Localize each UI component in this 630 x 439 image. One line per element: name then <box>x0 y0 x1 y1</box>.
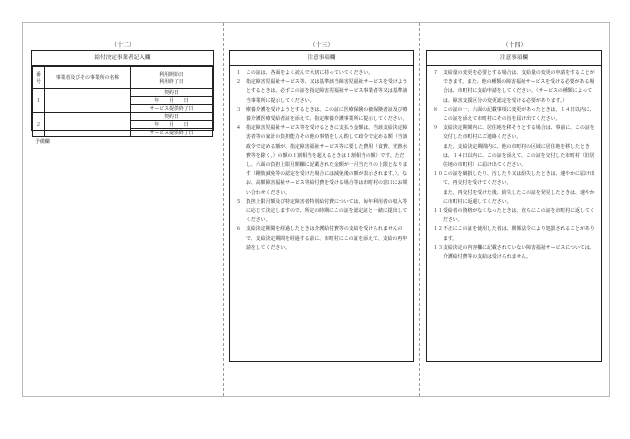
note-text: この証の一、六面の記載事項に変更があったときは、１４日以内に、この証を添えて市町村にその旨を届け出てください。 <box>443 106 595 123</box>
panel-number: （十三） <box>309 42 334 49</box>
note-text: 不正にこの証を使用した者は、関係法令により処罰されることがあります。 <box>443 226 595 242</box>
note-item <box>433 189 596 207</box>
row-no: １ <box>33 89 45 113</box>
contract-date-label: 契約日 <box>131 89 213 97</box>
note-number: １３ <box>433 244 443 251</box>
document-sheet <box>22 22 610 397</box>
note-number <box>433 143 443 171</box>
note-item <box>433 124 596 142</box>
date-field[interactable]: 年 月 日 <box>131 121 213 129</box>
note-number: ９ <box>433 125 438 132</box>
note-text: この証を破損したり、汚したり又は紛失したときは、速やかに届け出て、再交付を受けてください。 <box>443 171 595 187</box>
note-number: ８ <box>433 106 438 113</box>
note-item <box>236 124 408 198</box>
note-number: １０ <box>433 171 443 178</box>
header-end: 利用終了日 <box>159 78 184 85</box>
note-number: １２ <box>433 226 443 233</box>
note-number: ５ <box>236 198 241 205</box>
note-text: 療養介護を受けようとするときは、この証に医療保険の被保険者証及び療養介護医療受給者証を添えて、指定療養介護事業所に提示してください。 <box>246 106 408 123</box>
note-item <box>236 225 408 253</box>
note-item <box>433 69 596 106</box>
header-no: 番号 <box>33 67 45 89</box>
note-text: 指定障害児福祉サービス等、又は基準該当障害児福祉サービスを受けようとするときは、必ずこの証を指定障害児福祉サービス事業者等又は基準該当事業所に提示してください。 <box>246 79 408 104</box>
note-number: ６ <box>236 226 241 233</box>
row-no: ２ <box>33 113 45 137</box>
note-number <box>433 189 443 207</box>
note-number: ２ <box>236 79 241 86</box>
note-text: 支給量の変更を必要とする場合は、支給量の変更の申請をすることができます。また、他の種類の障害福祉サービスを受ける必要がある場合は、市町村に支給申請をしてください。（サービスの種類によっては、障害支援区分の変更認定を受ける必要があります。） <box>443 70 595 104</box>
table-row <box>33 89 213 97</box>
note-item <box>433 244 596 262</box>
box-title: 注意事項欄 <box>427 51 601 66</box>
panel-12 <box>23 23 223 396</box>
note-item <box>236 106 408 124</box>
panel-number: （十二） <box>110 42 135 49</box>
panel-13 <box>224 23 419 396</box>
service-end-label: サービス提供終了日 <box>131 129 213 137</box>
provider-name-cell[interactable] <box>45 89 131 113</box>
note-text: また、再交付を受けた後、紛失したこの証を発見したときは、速やかに市町村に返還してください。 <box>443 189 595 205</box>
notes-box <box>229 50 414 362</box>
note-item <box>433 106 596 124</box>
note-item <box>433 225 596 243</box>
note-text: 受給者の資格がなくなったときは、直ちにこの証を市町村に返してください。 <box>443 208 595 224</box>
note-number: １１ <box>433 208 443 215</box>
note-text: 負担上限月額及び特定障害者特別給付費については、毎年利用者の収入等に応じて決定しますので、所定の時期にこの証を認定証と一緒に提出してください。 <box>246 198 408 224</box>
note-text: この証は、各面をよく読んで大切に持っていてください。 <box>246 70 374 76</box>
note-item <box>433 170 596 188</box>
note-item <box>236 198 408 226</box>
note-number: ４ <box>236 125 241 132</box>
recipient-provider-box <box>31 50 214 145</box>
box-title: 注意事項欄 <box>230 51 413 66</box>
note-item <box>236 69 408 78</box>
header-start: 利用開始日 <box>159 71 184 78</box>
table-header-row <box>33 67 213 89</box>
note-text: また、支給決定期間内に、他の市町村の区域に居住地を移したときは、１４日以内に、この証を添えて、この証を交付した市町村（旧居住地の市町村）に届け出てください。 <box>443 143 595 169</box>
note-item <box>433 207 596 225</box>
contract-date-label: 契約日 <box>131 113 213 121</box>
header-provider: 事業者及びその事業所の名称 <box>45 67 131 89</box>
note-item <box>433 143 596 171</box>
date-field[interactable]: 年 月 日 <box>131 97 213 105</box>
notes-list <box>230 66 413 255</box>
provider-table <box>32 66 213 137</box>
note-text: 支給決定期間を経過したときは介護給付費等の支給を受けられませんので、支給決定期間を経過する前に、市町村にこの証を添えて、支給の再申請をしてください。 <box>246 226 408 251</box>
note-text: 支給決定期間内に、居住地を移そうとする場合は、事前に、この証を交付した市町村にご連絡ください。 <box>443 125 595 141</box>
note-text: 支給決定の内容欄に記載されていない障害福祉サービスについては、介護給付費等の支給は受けられません。 <box>443 244 595 261</box>
header-dates <box>131 67 213 89</box>
note-number: １ <box>236 70 241 76</box>
panel-number: （十四） <box>502 42 527 49</box>
note-number: ３ <box>236 106 241 113</box>
note-number: ７ <box>433 70 438 76</box>
box-title: 給付決定事業者記入欄 <box>32 51 213 66</box>
notes-list <box>427 66 601 264</box>
service-end-label: サービス提供終了日 <box>131 105 213 113</box>
table-row <box>33 113 213 121</box>
provider-name-cell[interactable] <box>45 113 131 137</box>
panel-14 <box>420 23 609 396</box>
note-text: 指定障害児福祉サービス等を受けるときに支払う金額は、当該支給決定障害者等の家計の負担能力その他の事情をしん酌して政令で定める額（当該政令で定める額が、指定障害福祉サービス等に要した費用（食費、光熱水費等を除く。）の額の１割相当を超えるときは１割相当の額）です。ただし、六面の負担上限月額欄に記載された金額が一月当たりの上限となります（剛肢減免等の認定を受けた場合には減免後の額が表示されます。）。なお、高額障害福祉サービス等給付費を受ける場合等は市町村の窓口にお問い合わせください。 <box>246 125 408 196</box>
notes-box <box>426 50 602 362</box>
reserve-label: 予備欄 <box>35 139 50 145</box>
note-item <box>236 78 408 106</box>
